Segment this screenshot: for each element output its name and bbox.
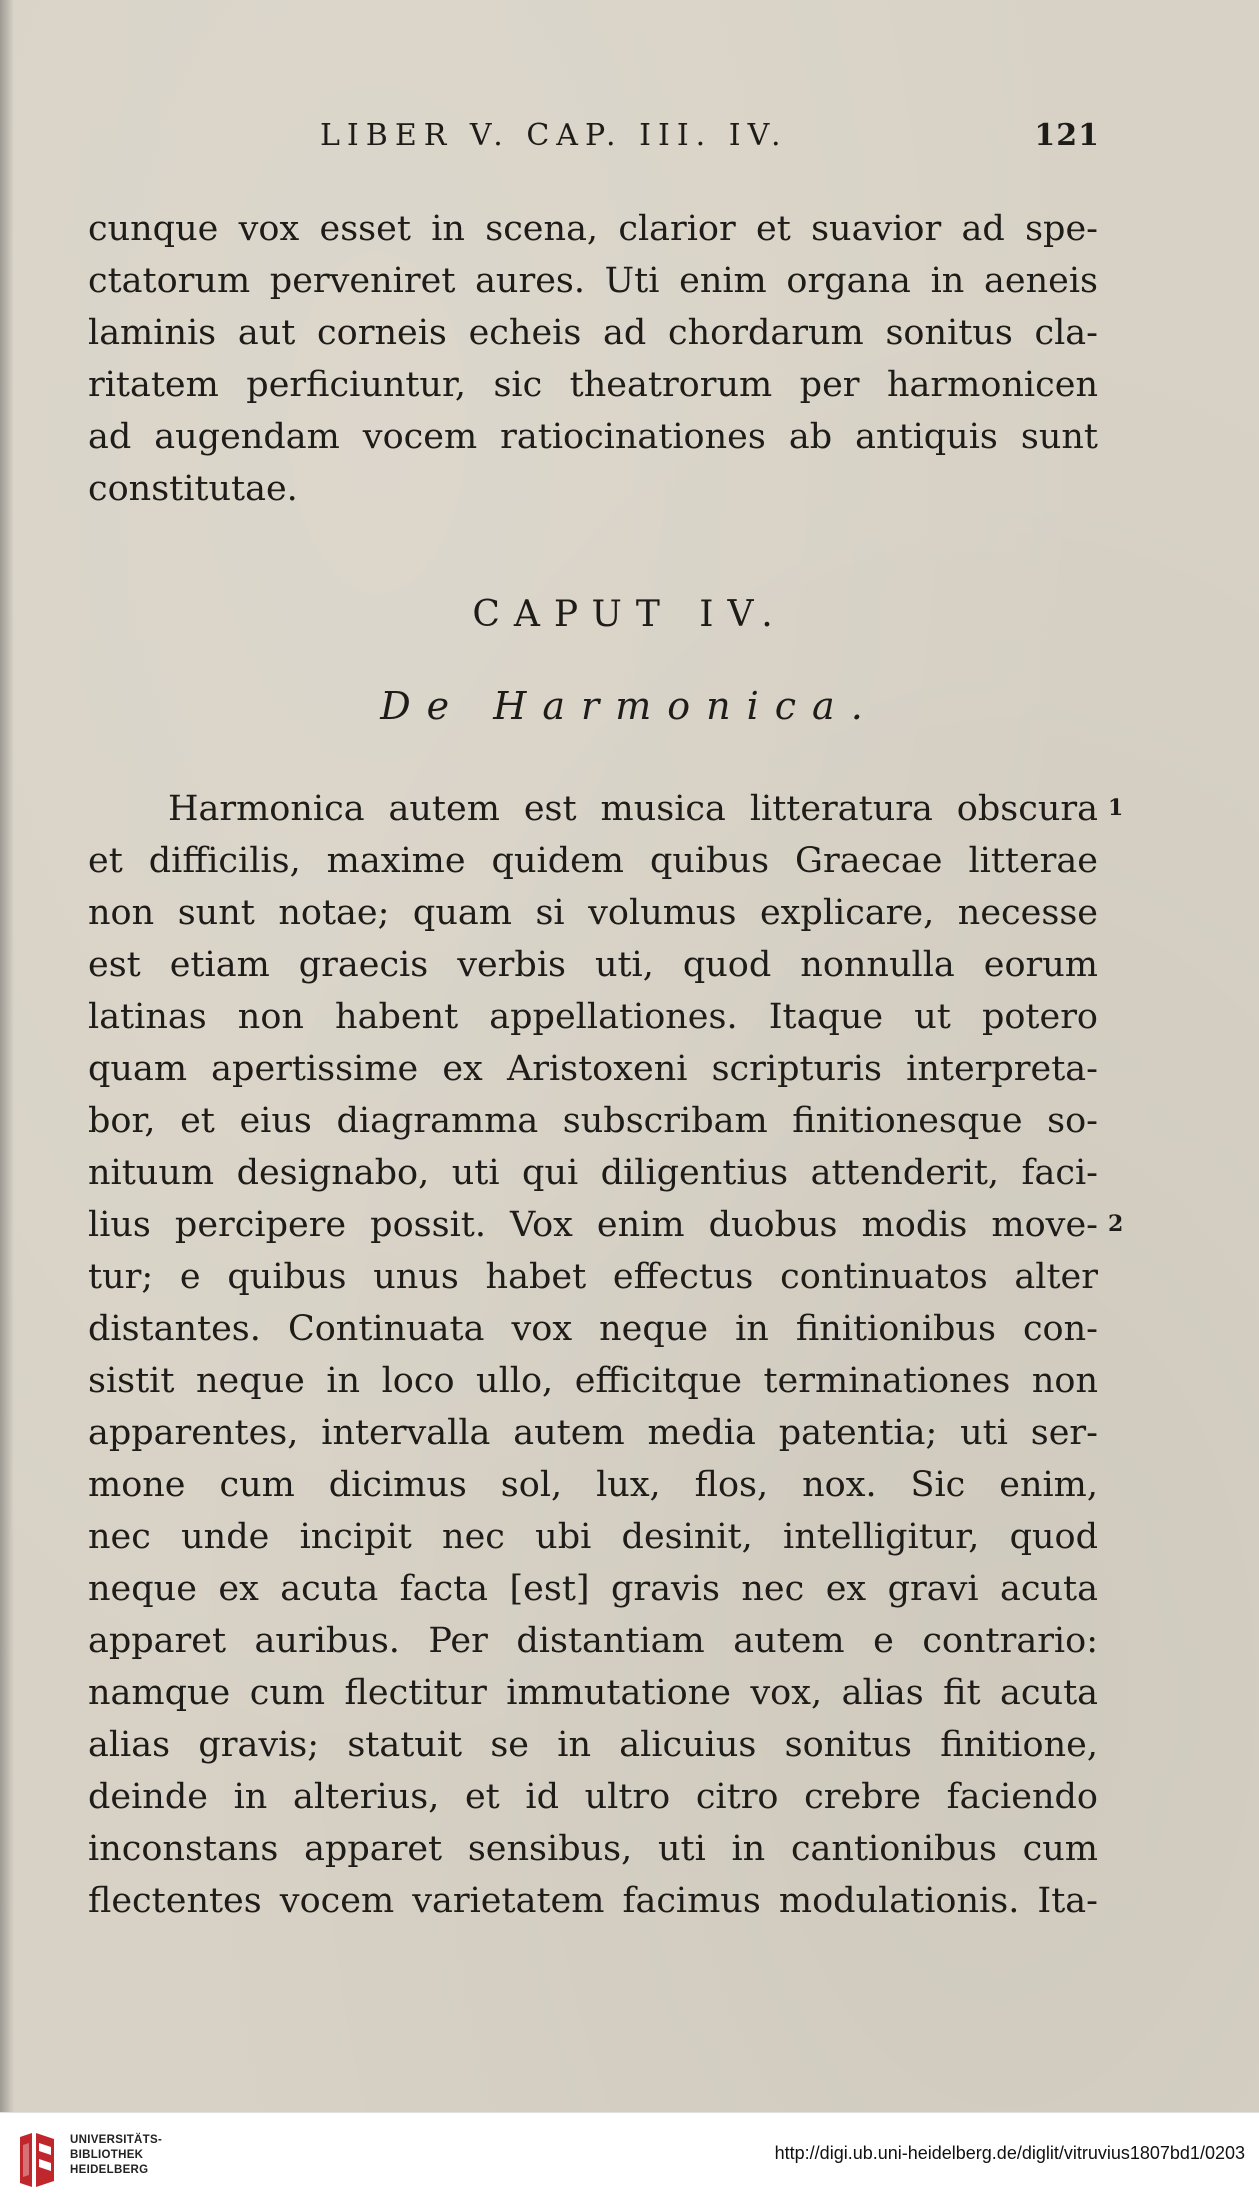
text-line: namque cum flectitur immutatione vox, alias fit acuta — [88, 1673, 1098, 1713]
page-number: 121 — [1034, 118, 1100, 153]
text-line: ad augendam vocem ratiocinationes ab antiquis sunt — [88, 417, 1098, 457]
library-line: UNIVERSITÄTS- — [70, 2134, 163, 2146]
text-line: sistit neque in loco ullo, efficitque terminationes non — [88, 1361, 1098, 1401]
running-title: LIBER V. CAP. III. IV. — [320, 118, 788, 153]
text-line: mone cum dicimus sol, lux, flos, nox. Sic enim, — [88, 1465, 1098, 1505]
text-line: bor, et eius diagramma subscribam finitionesque so- — [88, 1101, 1098, 1141]
page-header — [320, 112, 1100, 162]
text-line: distantes. Continuata vox neque in finitionibus con- — [88, 1309, 1098, 1349]
text-line: est etiam graecis verbis uti, quod nonnulla eorum — [88, 945, 1098, 985]
library-line: HEIDELBERG — [70, 2164, 149, 2176]
text-line: apparentes, intervalla autem media patentia; uti ser- — [88, 1413, 1098, 1453]
margin-number: 1 — [1108, 795, 1124, 821]
university-seal-icon — [14, 2129, 60, 2191]
text-line: latinas non habent appellationes. Itaque ut potero — [88, 997, 1098, 1037]
library-line: BIBLIOTHEK — [70, 2149, 144, 2161]
text-line: nituum designabo, uti qui diligentius attenderit, faci- — [88, 1153, 1098, 1193]
text-line: laminis aut corneis echeis ad chordarum sonitus cla- — [88, 313, 1098, 353]
text-line: deinde in alterius, et id ultro citro crebre faciendo — [88, 1777, 1098, 1817]
text-line: tur; e quibus unus habet effectus continuatos alter — [88, 1257, 1098, 1297]
chapter-subtitle: De Harmonica. — [380, 684, 879, 728]
chapter-heading: CAPUT IV. — [472, 594, 787, 635]
text-line: ritatem perficiuntur, sic theatrorum per harmonicen — [88, 365, 1098, 405]
text-line: ctatorum perveniret aures. Uti enim organa in aeneis — [88, 261, 1098, 301]
text-line: et difficilis, maxime quidem quibus Graecae litterae — [88, 841, 1098, 881]
margin-number: 2 — [1108, 1211, 1124, 1237]
library-logo-text — [70, 2133, 162, 2178]
footer-bar — [0, 2112, 1259, 2207]
text-line: nec unde incipit nec ubi desinit, intelligitur, quod — [88, 1517, 1098, 1557]
source-url-link[interactable]: http://digi.ub.uni-heidelberg.de/diglit/vitruvius1807bd1/0203 — [774, 2143, 1245, 2163]
text-line: Harmonica autem est musica litteratura obscura — [168, 789, 1098, 829]
text-line: cunque vox esset in scena, clarior et suavior ad spe- — [88, 209, 1098, 249]
text-line: quam apertissime ex Aristoxeni scripturis interpreta- — [88, 1049, 1098, 1089]
text-line: non sunt notae; quam si volumus explicare, necesse — [88, 893, 1098, 933]
text-line: constitutae. — [88, 469, 298, 509]
text-line: alias gravis; statuit se in alicuius sonitus finitione, — [88, 1725, 1098, 1765]
text-line: lius percipere possit. Vox enim duobus modis move- — [88, 1205, 1098, 1245]
text-line: inconstans apparet sensibus, uti in cantionibus cum — [88, 1829, 1098, 1869]
text-line: flectentes vocem varietatem facimus modulationis. Ita- — [88, 1881, 1098, 1921]
text-line: apparet auribus. Per distantiam autem e contrario: — [88, 1621, 1098, 1661]
text-line: neque ex acuta facta [est] gravis nec ex gravi acuta — [88, 1569, 1098, 1609]
